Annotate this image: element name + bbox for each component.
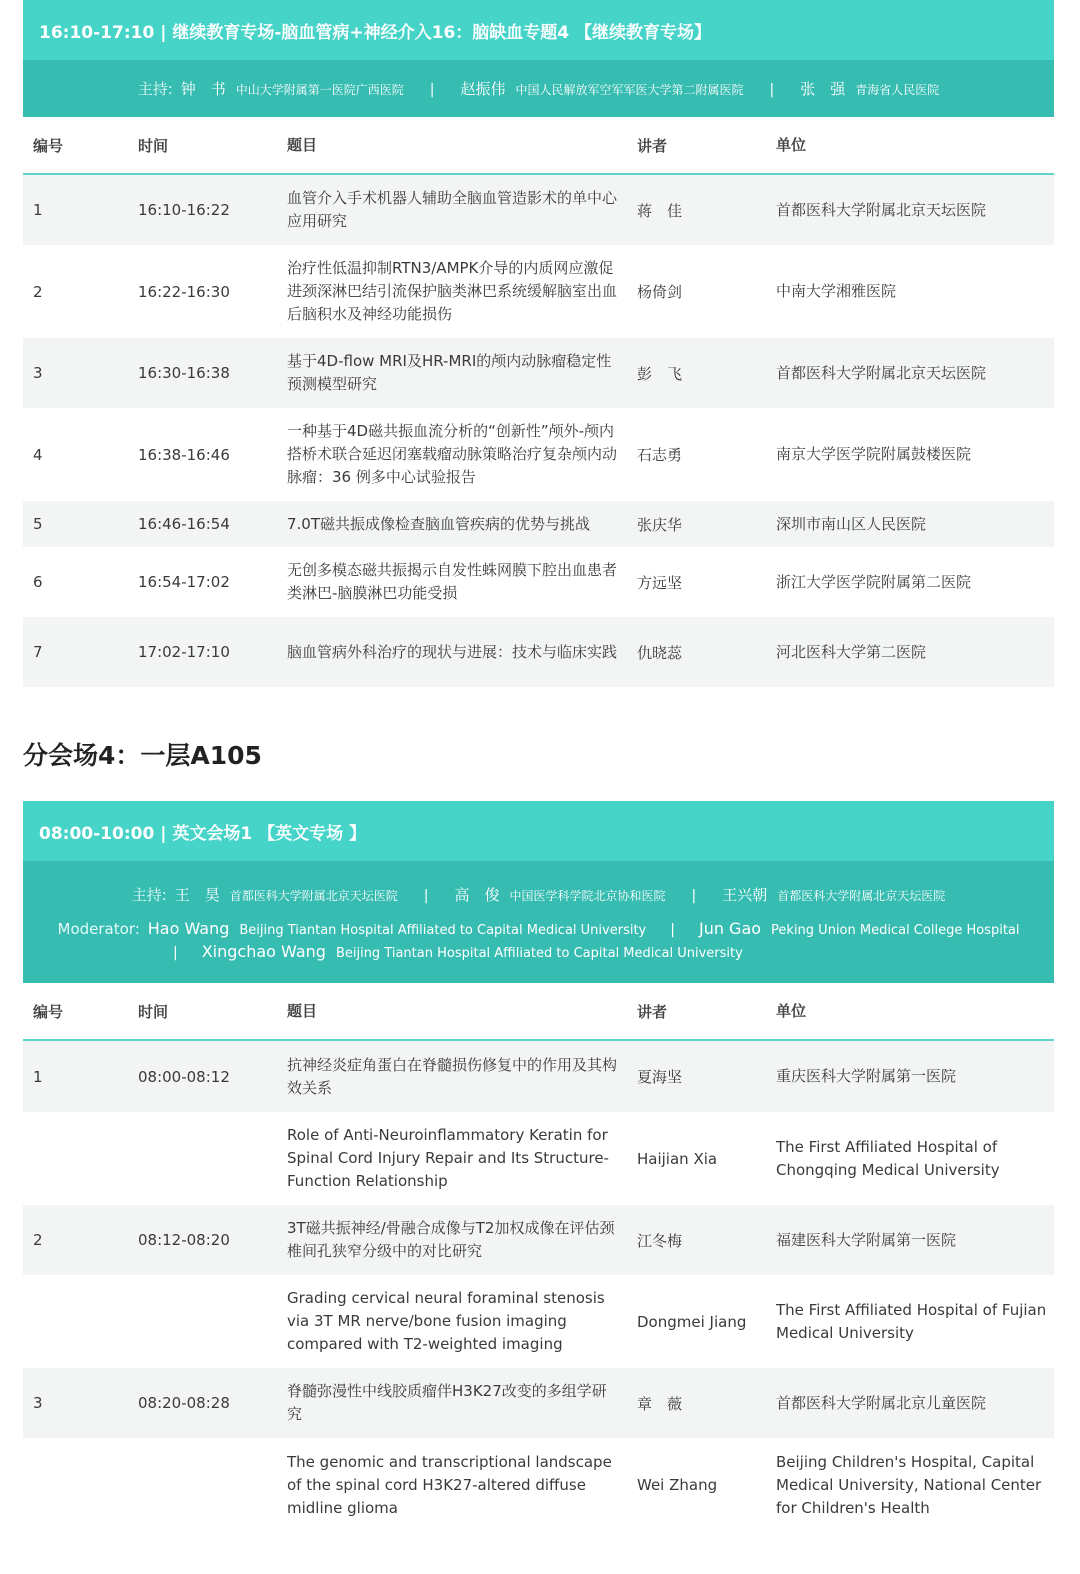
cell-no: 1 bbox=[33, 201, 43, 219]
moderator-name: 赵振伟 bbox=[460, 80, 506, 98]
moderator-org-en: Peking Union Medical College Hospital bbox=[771, 922, 1020, 938]
table-row bbox=[23, 1205, 1054, 1275]
cell-speaker: 石志勇 bbox=[637, 446, 683, 464]
cell-topic: 抗神经炎症角蛋白在脊髓损伤修复中的作用及其构效关系 bbox=[287, 1055, 618, 1097]
cell-time: 16:30-16:38 bbox=[138, 364, 230, 382]
cell-speaker: Dongmei Jiang bbox=[637, 1312, 747, 1331]
cell-speaker: 张庆华 bbox=[637, 515, 683, 534]
cell-speaker: 章 薇 bbox=[637, 1394, 683, 1413]
separator: | bbox=[173, 944, 178, 961]
cell-unit: Beijing Children's Hospital, Capital Medical University, National Center for Children's Health bbox=[776, 1452, 1042, 1517]
cell-time: 16:22-16:30 bbox=[138, 282, 230, 301]
session-2-moderators bbox=[23, 861, 1054, 983]
cell-unit: 南京大学医学院附属鼓楼医院 bbox=[776, 445, 972, 463]
header-speaker: 讲者 bbox=[637, 1002, 668, 1021]
cell-time: 17:02-17:10 bbox=[138, 643, 230, 661]
separator: | bbox=[691, 887, 697, 904]
cell-time: 16:46-16:54 bbox=[138, 515, 230, 533]
table-row bbox=[23, 338, 1054, 408]
moderator-label: 主持: bbox=[137, 80, 173, 98]
table-row bbox=[23, 1438, 1054, 1532]
cell-no: 3 bbox=[33, 364, 43, 382]
header-topic: 题目 bbox=[287, 1001, 318, 1020]
cell-topic: 脊髓弥漫性中线胶质瘤伴H3K27改变的多组学研究 bbox=[287, 1382, 607, 1423]
cell-topic: 无创多模态磁共振揭示自发性蛛网膜下腔出血患者类淋巴-脑膜淋巴功能受损 bbox=[287, 561, 618, 602]
table-row bbox=[23, 1275, 1054, 1368]
table-header bbox=[23, 117, 1054, 175]
moderator-org-en: Beijing Tiantan Hospital Affiliated to Capital Medical University bbox=[239, 922, 647, 938]
header-no: 编号 bbox=[33, 136, 64, 155]
moderator-org: 首都医科大学附属北京天坛医院 bbox=[777, 888, 946, 903]
moderator-label-en: Moderator: bbox=[57, 919, 140, 938]
moderator-org: 首都医科大学附属北京天坛医院 bbox=[229, 888, 398, 903]
table-row bbox=[23, 1041, 1054, 1112]
header-time: 时间 bbox=[138, 1002, 169, 1021]
header-unit: 单位 bbox=[776, 135, 807, 154]
moderator-name-en: Xingchao Wang bbox=[201, 941, 326, 961]
session-1-moderators bbox=[23, 60, 1054, 117]
cell-unit: 重庆医科大学附属第一医院 bbox=[776, 1067, 957, 1085]
cell-unit: 河北医科大学第二医院 bbox=[776, 642, 927, 661]
header-unit: 单位 bbox=[776, 1001, 807, 1020]
cell-unit: The First Affiliated Hospital of Fujian Medical University bbox=[776, 1300, 1047, 1342]
table-row bbox=[23, 501, 1054, 547]
cell-speaker: 方远坚 bbox=[637, 573, 683, 592]
header-time: 时间 bbox=[138, 136, 169, 155]
cell-topic: 一种基于4D磁共振血流分析的“创新性”颅外-颅内搭桥术联合延迟闭塞载瘤动脉策略治疗复杂颅内动脉瘤：36 例多中心试验报告 bbox=[287, 422, 618, 486]
separator: | bbox=[423, 887, 429, 904]
table-header bbox=[23, 983, 1054, 1041]
moderator-name: 张 强 bbox=[800, 80, 846, 98]
cell-no: 2 bbox=[33, 1231, 43, 1249]
table-row bbox=[23, 175, 1054, 245]
table-row bbox=[23, 547, 1054, 617]
cell-unit: 中南大学湘雅医院 bbox=[776, 282, 897, 300]
header-topic: 题目 bbox=[287, 135, 318, 154]
session-1 bbox=[23, 0, 1054, 687]
section-title: 分会场4：一层A105 bbox=[23, 741, 262, 770]
moderator-org: 青海省人民医院 bbox=[855, 83, 940, 97]
cell-unit: 福建医科大学附属第一医院 bbox=[776, 1230, 957, 1249]
moderator-name: 王兴朝 bbox=[722, 885, 768, 904]
cell-topic: 基于4D-flow MRI及HR-MRI的颅内动脉瘤稳定性预测模型研究 bbox=[287, 352, 612, 393]
cell-no: 1 bbox=[33, 1067, 43, 1086]
table-row bbox=[23, 408, 1054, 501]
cell-speaker: Wei Zhang bbox=[637, 1476, 718, 1494]
cell-unit: 首都医科大学附属北京天坛医院 bbox=[776, 363, 987, 382]
table-row bbox=[23, 617, 1054, 687]
moderator-org: 中国人民解放军空军军医大学第二附属医院 bbox=[515, 83, 744, 97]
separator: | bbox=[769, 82, 775, 98]
separator: | bbox=[429, 82, 435, 98]
moderator-name: 钟 书 bbox=[180, 80, 226, 98]
session-1-title: 16:10-17:10 | 继续教育专场-脑血管病+神经介入16：脑缺血专题4 【继续教育专场】 bbox=[23, 0, 1054, 60]
separator: | bbox=[670, 921, 675, 938]
cell-topic: 7.0T磁共振成像检查脑血管疾病的优势与挑战 bbox=[287, 514, 591, 533]
cell-time: 16:10-16:22 bbox=[138, 201, 230, 219]
moderator-org: 中山大学附属第一医院广西医院 bbox=[235, 83, 404, 97]
cell-unit: The First Affiliated Hospital of Chongqing Medical University bbox=[776, 1137, 1000, 1179]
cell-no: 6 bbox=[33, 573, 43, 591]
cell-unit: 浙江大学医学院附属第二医院 bbox=[776, 572, 972, 591]
cell-speaker: 蒋 佳 bbox=[637, 201, 683, 220]
moderator-name: 高 俊 bbox=[454, 885, 500, 904]
cell-no: 7 bbox=[33, 643, 43, 661]
cell-unit: 首都医科大学附属北京儿童医院 bbox=[776, 1393, 987, 1412]
table-row bbox=[23, 1112, 1054, 1205]
session-2-title: 08:00-10:00 | 英文会场1 【英文专场 】 bbox=[23, 801, 1054, 861]
cell-unit: 首都医科大学附属北京天坛医院 bbox=[776, 200, 987, 219]
moderator-name-en: Hao Wang bbox=[147, 918, 230, 938]
session-2 bbox=[23, 801, 1054, 1532]
cell-no: 3 bbox=[33, 1394, 43, 1412]
cell-topic: 脑血管病外科治疗的现状与进展：技术与临床实践 bbox=[287, 642, 618, 661]
moderator-label: 主持: bbox=[131, 885, 167, 904]
cell-unit: 深圳市南山区人民医院 bbox=[776, 514, 927, 533]
moderator-org-en: Beijing Tiantan Hospital Affiliated to Capital Medical University bbox=[335, 945, 743, 961]
cell-topic: 治疗性低温抑制RTN3/AMPK介导的内质网应激促进颈深淋巴结引流保护脑类淋巴系统缓解脑室出血后脑积水及神经功能损伤 bbox=[287, 259, 618, 323]
cell-no: 2 bbox=[33, 282, 43, 301]
cell-no: 5 bbox=[33, 515, 43, 533]
cell-topic: 血管介入手术机器人辅助全脑血管造影术的单中心应用研究 bbox=[287, 189, 618, 230]
cell-speaker: 江冬梅 bbox=[637, 1231, 683, 1250]
moderator-name: 王 昊 bbox=[174, 885, 220, 904]
cell-topic: The genomic and transcriptional landscape of the spinal cord H3K27-altered diffuse midline glioma bbox=[287, 1452, 612, 1517]
cell-speaker: Haijian Xia bbox=[637, 1149, 718, 1168]
cell-time: 08:20-08:28 bbox=[138, 1394, 230, 1412]
table-row bbox=[23, 1368, 1054, 1438]
cell-time: 16:38-16:46 bbox=[138, 445, 230, 464]
cell-no: 4 bbox=[33, 445, 43, 464]
cell-time: 08:12-08:20 bbox=[138, 1231, 230, 1249]
moderator-name-en: Jun Gao bbox=[698, 918, 762, 938]
header-no: 编号 bbox=[33, 1002, 64, 1021]
cell-speaker: 杨倚剑 bbox=[637, 283, 683, 301]
moderator-org: 中国医学科学院北京协和医院 bbox=[509, 888, 666, 903]
header-speaker: 讲者 bbox=[637, 136, 668, 155]
cell-time: 08:00-08:12 bbox=[138, 1067, 230, 1086]
cell-speaker: 仇晓蕊 bbox=[637, 643, 683, 662]
cell-time: 16:54-17:02 bbox=[138, 573, 230, 591]
cell-topic: Grading cervical neural foraminal stenosis via 3T MR nerve/bone fusion imaging compared with T2-weighted imaging bbox=[287, 1289, 605, 1353]
cell-topic: Role of Anti-Neuroinflammatory Keratin for Spinal Cord Injury Repair and Its Structure-Function Relationship bbox=[287, 1126, 609, 1190]
cell-speaker: 夏海坚 bbox=[637, 1068, 683, 1086]
cell-topic: 3T磁共振神经/骨融合成像与T2加权成像在评估颈椎间孔狭窄分级中的对比研究 bbox=[287, 1219, 615, 1260]
cell-speaker: 彭 飞 bbox=[637, 364, 683, 383]
table-row bbox=[23, 245, 1054, 338]
